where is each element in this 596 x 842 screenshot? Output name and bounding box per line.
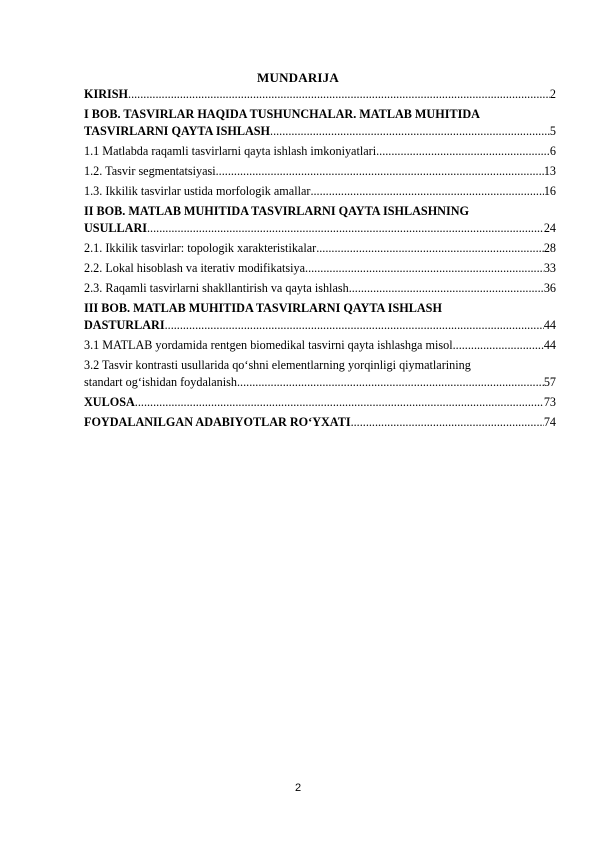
toc-leader-dots — [165, 317, 544, 334]
toc-entry[interactable] — [84, 414, 556, 431]
toc-entry-row — [84, 220, 556, 237]
toc-leader-dots — [453, 337, 544, 354]
toc-leader-dots — [351, 414, 544, 431]
toc-entry-row — [84, 123, 556, 140]
toc-entry[interactable] — [84, 143, 556, 160]
toc-entry-text: 1.2. Tasvir segmentatsiyasi — [84, 164, 216, 178]
toc-entry-row — [84, 317, 556, 334]
toc-leader-dots — [216, 163, 544, 180]
toc-entry-page: 33 — [543, 261, 556, 275]
page-number: 2 — [294, 782, 302, 794]
toc-entry-row — [84, 143, 556, 160]
toc-leader-dots — [270, 123, 550, 140]
toc-entry[interactable] — [84, 300, 556, 334]
toc-entry-first-line: III BOB. MATLAB MUHITIDA TASVIRLARNI QAYTA ISHLASH — [84, 301, 442, 315]
toc-title: MUNDARIJA — [257, 70, 339, 85]
toc-entry-row — [84, 374, 556, 391]
toc-entry-page: 13 — [543, 164, 556, 178]
toc-entry-text: USULLARI — [84, 221, 147, 235]
toc-entry-page: 5 — [549, 124, 556, 138]
toc-entry-text: TASVIRLARNI QAYTA ISHLASH — [84, 124, 271, 138]
toc-leader-dots — [135, 394, 544, 411]
toc-entry[interactable] — [84, 240, 556, 257]
toc-leader-dots — [316, 240, 544, 257]
toc-entry-text: XULOSA — [84, 395, 135, 409]
toc-entry-row — [84, 183, 556, 200]
toc-leader-dots — [376, 143, 550, 160]
toc-entry-page: 44 — [543, 318, 556, 332]
toc-entry-row — [84, 414, 556, 431]
toc-entry-row — [84, 337, 556, 354]
toc-leader-dots — [147, 220, 544, 237]
toc-leader-dots — [128, 86, 550, 103]
table-of-contents — [84, 86, 556, 431]
toc-entry-page: 6 — [549, 144, 556, 158]
toc-entry-text: 2.3. Raqamli tasvirlarni shakllantirish va qayta ishlash — [84, 281, 349, 295]
toc-entry-page: 2 — [549, 87, 556, 101]
toc-entry-row — [84, 240, 556, 257]
toc-entry-first-line: II BOB. MATLAB MUHITIDA TASVIRLARNI QAYTA ISHLASHNING — [84, 204, 470, 218]
toc-entry[interactable] — [84, 106, 556, 140]
toc-entry[interactable] — [84, 86, 556, 103]
toc-leader-dots — [310, 183, 543, 200]
toc-leader-dots — [349, 280, 544, 297]
toc-entry-text: 1.1 Matlabda raqamli tasvirlarni qayta ishlash imkoniyatlari — [84, 144, 377, 158]
toc-entry-row — [84, 394, 556, 411]
toc-entry-text: 2.1. Ikkilik tasvirlar: topologik xarakteristikalar — [84, 241, 317, 255]
toc-entry-page: 73 — [543, 395, 556, 409]
toc-entry-text: DASTURLARI — [84, 318, 165, 332]
toc-entry-text: FOYDALANILGAN ADABIYOTLAR RO‘YXATI — [84, 415, 351, 429]
toc-entry-page: 28 — [543, 241, 556, 255]
toc-entry[interactable] — [84, 280, 556, 297]
toc-entry-text: standart og‘ishidan foydalanish — [84, 375, 237, 389]
toc-entry-row — [84, 260, 556, 277]
toc-leader-dots — [305, 260, 544, 277]
toc-entry-text: 3.1 MATLAB yordamida rentgen biomedikal tasvirni qayta ishlashga misol — [84, 338, 453, 352]
toc-entry-page: 24 — [543, 221, 556, 235]
toc-entry-page: 16 — [543, 184, 556, 198]
toc-entry[interactable] — [84, 183, 556, 200]
toc-entry-row — [84, 163, 556, 180]
toc-entry-page: 57 — [543, 375, 556, 389]
toc-entry[interactable] — [84, 260, 556, 277]
toc-leader-dots — [237, 374, 544, 391]
toc-entry[interactable] — [84, 394, 556, 411]
toc-entry-text: 2.2. Lokal hisoblash va iterativ modifikatsiya — [84, 261, 306, 275]
toc-entry[interactable] — [84, 203, 556, 237]
toc-entry-row — [84, 86, 556, 103]
toc-entry-page: 74 — [543, 415, 556, 429]
toc-entry-page: 44 — [543, 338, 556, 352]
toc-entry-text: KIRISH — [84, 87, 129, 101]
toc-entry-page: 36 — [543, 281, 556, 295]
toc-entry[interactable] — [84, 337, 556, 354]
toc-entry[interactable] — [84, 163, 556, 180]
toc-entry-row — [84, 280, 556, 297]
toc-entry-first-line: I BOB. TASVIRLAR HAQIDA TUSHUNCHALAR. MATLAB MUHITIDA — [84, 107, 480, 121]
toc-entry[interactable] — [84, 357, 556, 391]
toc-entry-text: 1.3. Ikkilik tasvirlar ustida morfologik amallar — [84, 184, 311, 198]
toc-entry-first-line: 3.2 Tasvir kontrasti usullarida qo‘shni elementlarning yorqinligi qiymatlarining — [84, 358, 471, 372]
